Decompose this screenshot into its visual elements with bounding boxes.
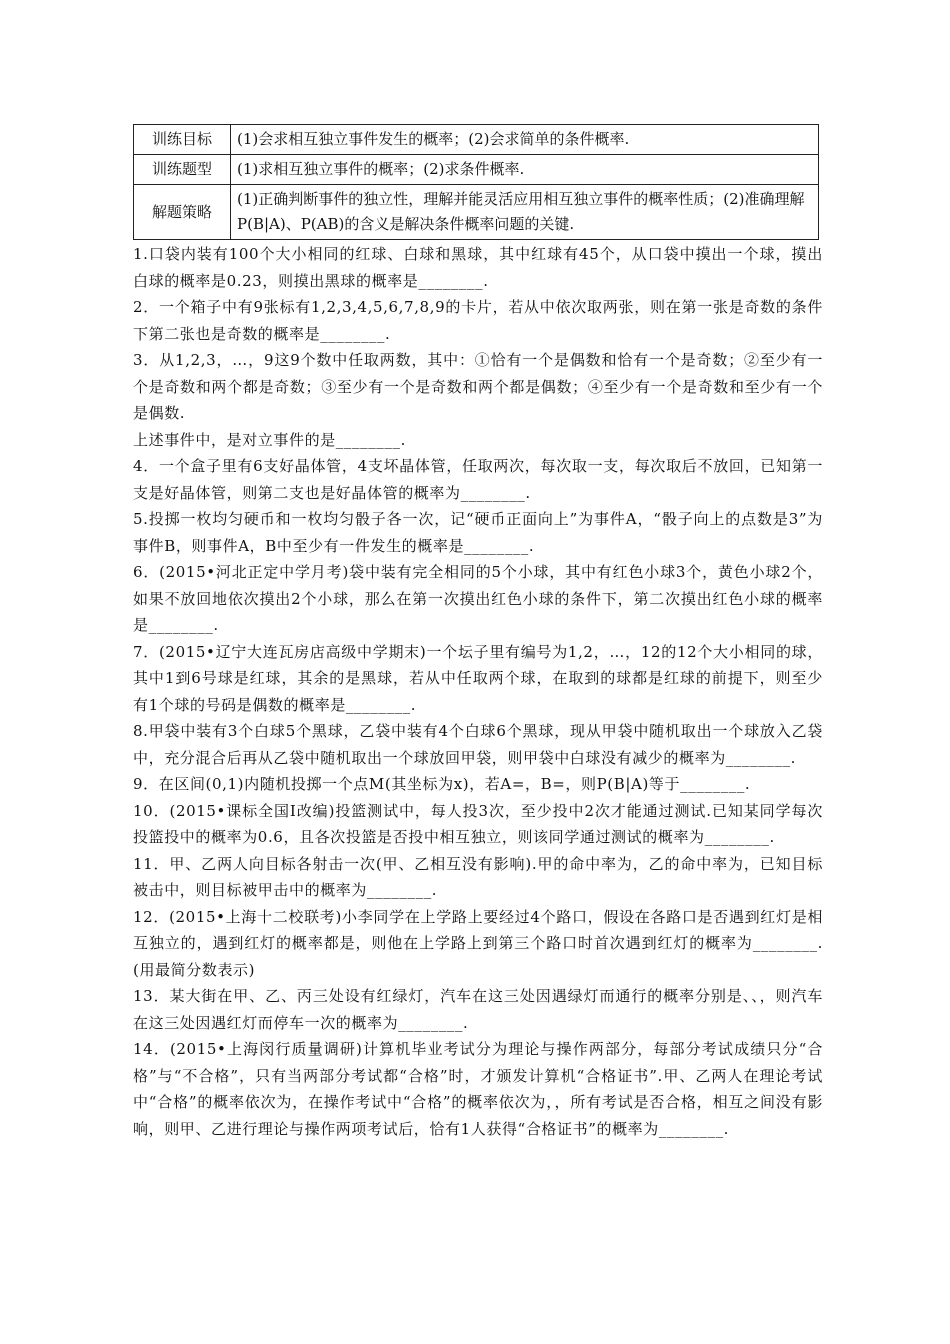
table-row (134, 185, 819, 240)
table-row (134, 155, 819, 185)
training-info-table (133, 124, 819, 240)
problem-14: 14．(2015•上海闵行质量调研)计算机毕业考试分为理论与操作两部分，每部分考试成绩只分“合格”与“不合格”，只有当两部分考试都“合格”时，才颁发计算机“合格证书”.甲、乙两人在理论考试中“合格”的概率依次为，在操作考试中“合格”的概率依次为，，所有考试是否合格，相互之间没有影响，则甲、乙进行理论与操作两项考试后，恰有1人获得“合格证书”的概率为________. (133, 1040, 823, 1138)
row-content: (1)求相互独立事件的概率；(2)求条件概率. (231, 155, 819, 185)
problem-12: 12．(2015•上海十二校联考)小李同学在上学路上要经过4个路口，假设在各路口是否遇到红灯是相互独立的，遇到红灯的概率都是，则他在上学路上到第三个路口时首次遇到红灯的概率为________.(用最简分数表示) (133, 907, 823, 979)
row-content: (1)会求相互独立事件发生的概率；(2)会求简单的条件概率. (231, 125, 819, 155)
problem-5: 5.投掷一枚均匀硬币和一枚均匀骰子各一次，记“硬币正面向上”为事件A，“骰子向上的点数是3”为事件B，则事件A，B中至少有一件发生的概率是________. (133, 510, 823, 555)
row-label: 训练目标 (134, 125, 231, 155)
problem-6: 6．(2015•河北正定中学月考)袋中装有完全相同的5个小球，其中有红色小球3个，黄色小球2个，如果不放回地依次摸出2个小球，那么在第一次摸出红色小球的条件下，第二次摸出红色小球的概率是________. (133, 563, 823, 634)
problem-3: 3．从1,2,3，…，9这9个数中任取两数，其中：①恰有一个是偶数和恰有一个是奇数；②至少有一个是奇数和两个都是奇数；③至少有一个是奇数和两个都是偶数；④至少有一个是奇数和至少有一个是偶数. (133, 351, 823, 422)
problem-9: 9．在区间(0,1)内随机投掷一个点M(其坐标为x)，若A=，B=，则P(B|A)等于________. (133, 775, 751, 793)
problem-11: 11．甲、乙两人向目标各射击一次(甲、乙相互没有影响).甲的命中率为，乙的命中率为，已知目标被击中，则目标被甲击中的概率为________. (133, 854, 823, 899)
problem-3-question: 上述事件中，是对立事件的是________. (133, 430, 406, 449)
problem-8: 8.甲袋中装有3个白球5个黑球，乙袋中装有4个白球6个黑球，现从甲袋中随机取出一个球放入乙袋中，充分混合后再从乙袋中随机取出一个球放回甲袋，则甲袋中白球没有减少的概率为________. (133, 722, 823, 767)
problem-10: 10．(2015•课标全国Ⅰ改编)投篮测试中，每人投3次，至少投中2次才能通过测试.已知某同学每次投篮投中的概率为0.6，且各次投篮是否投中相互独立，则该同学通过测试的概率为________. (133, 801, 823, 846)
problem-1: 1.口袋内装有100个大小相同的红球、白球和黑球，其中红球有45个，从口袋中摸出一个球，摸出白球的概率是0.23，则摸出黑球的概率是________. (133, 245, 823, 290)
problem-list (133, 241, 823, 1142)
row-label: 解题策略 (134, 185, 231, 240)
row-label: 训练题型 (134, 155, 231, 185)
table-row (134, 125, 819, 155)
problem-2: 2．一个箱子中有9张标有1,2,3,4,5,6,7,8,9的卡片，若从中依次取两张，则在第一张是奇数的条件下第二张也是奇数的概率是________. (133, 298, 823, 343)
document-page (133, 124, 823, 1142)
row-content: (1)正确判断事件的独立性，理解并能灵活应用相互独立事件的概率性质；(2)准确理解P(B|A)、P(AB)的含义是解决条件概率问题的关键. (231, 185, 819, 240)
problem-7: 7．(2015•辽宁大连瓦房店高级中学期末)一个坛子里有编号为1,2，…，12的12个大小相同的球，其中1到6号球是红球，其余的是黑球，若从中任取两个球，在取到的球都是红球的前提下，则至少有1个球的号码是偶数的概率是________. (133, 642, 823, 714)
problem-4: 4．一个盒子里有6支好晶体管，4支坏晶体管，任取两次，每次取一支，每次取后不放回，已知第一支是好晶体管，则第二支也是好晶体管的概率为________. (133, 457, 823, 502)
problem-13: 13．某大街在甲、乙、丙三处设有红绿灯，汽车在这三处因遇绿灯而通行的概率分别是、、，则汽车在这三处因遇红灯而停车一次的概率为________. (133, 987, 823, 1032)
